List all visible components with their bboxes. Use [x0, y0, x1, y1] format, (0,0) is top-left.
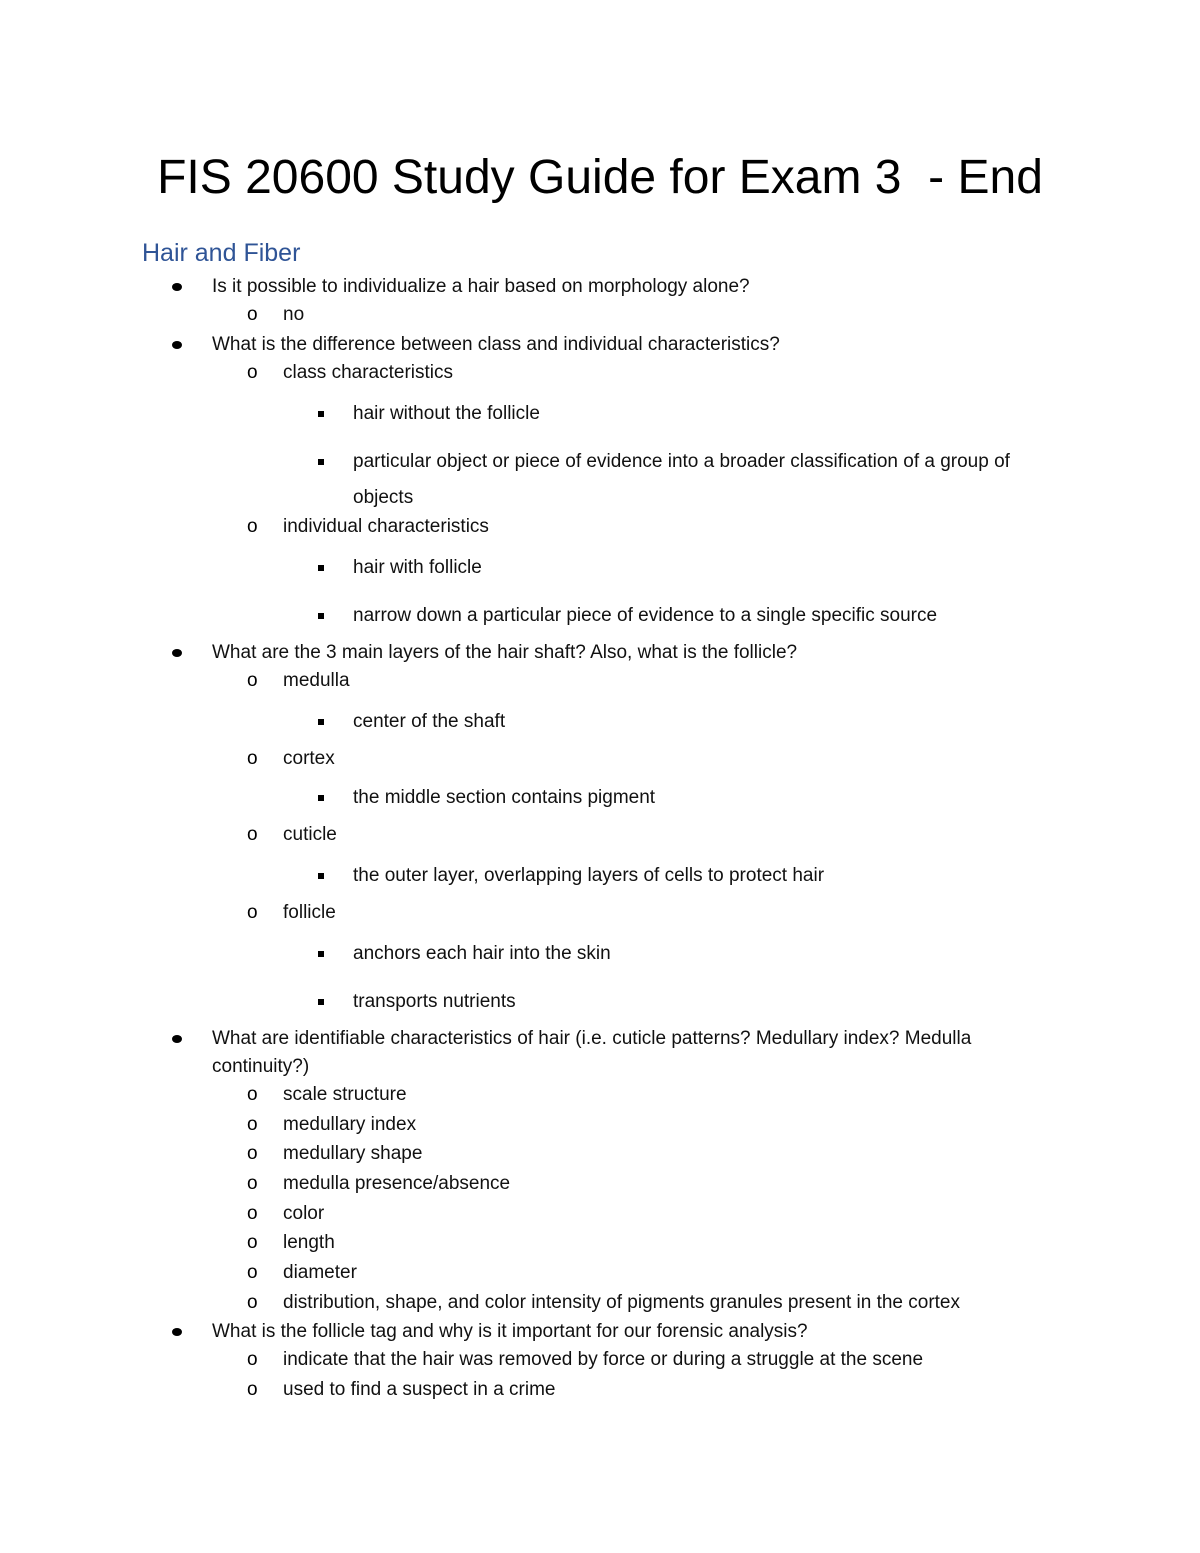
circle-bullet-icon: o	[247, 304, 258, 325]
circle-bullet-icon: o	[247, 748, 258, 769]
square-bullet-icon	[318, 709, 324, 735]
circle-bullet-icon: o	[247, 1262, 258, 1283]
list-item: scale structure	[283, 1084, 407, 1105]
bullet-icon	[172, 640, 182, 666]
list-item: indicate that the hair was removed by force or during a struggle at the scene	[283, 1349, 924, 1370]
square-bullet-icon	[318, 863, 324, 889]
list-item: diameter	[283, 1262, 357, 1283]
square-bullet-icon	[318, 989, 324, 1015]
list-item: cortex	[283, 748, 335, 769]
list-item: individual characteristics	[283, 516, 489, 537]
circle-bullet-icon: o	[247, 670, 258, 691]
circle-bullet-icon: o	[247, 1173, 258, 1194]
list-item: narrow down a particular piece of evidence to a single specific source	[353, 605, 938, 626]
list-item: Is it possible to individualize a hair based on morphology alone?	[212, 276, 750, 297]
list-item: hair without the follicle	[353, 403, 540, 424]
page-title: FIS 20600 Study Guide for Exam 3 - End	[157, 151, 1043, 204]
square-bullet-icon	[318, 603, 324, 629]
list-item: cuticle	[283, 824, 337, 845]
list-item: What are identifiable characteristics of hair (i.e. cuticle patterns? Medullary index? Medulla	[212, 1028, 972, 1049]
list-item: hair with follicle	[353, 557, 482, 578]
list-item: color	[283, 1203, 325, 1224]
circle-bullet-icon: o	[247, 1379, 258, 1400]
list-item: the outer layer, overlapping layers of cells to protect hair	[353, 865, 825, 886]
list-item: What is the difference between class and individual characteristics?	[212, 334, 780, 355]
square-bullet-icon	[318, 941, 324, 967]
list-item: no	[283, 304, 305, 325]
circle-bullet-icon: o	[247, 516, 258, 537]
list-item: particular object or piece of evidence into a broader classification of a group of	[353, 451, 1010, 472]
list-item: What are the 3 main layers of the hair shaft? Also, what is the follicle?	[212, 642, 798, 663]
bullet-icon	[172, 274, 182, 300]
list-item: the middle section contains pigment	[353, 787, 656, 808]
list-item: used to find a suspect in a crime	[283, 1379, 556, 1400]
list-item: anchors each hair into the skin	[353, 943, 611, 964]
circle-bullet-icon: o	[247, 824, 258, 845]
bullet-icon	[172, 1026, 182, 1052]
circle-bullet-icon: o	[247, 1292, 258, 1313]
circle-bullet-icon: o	[247, 1203, 258, 1224]
bullet-icon	[172, 1319, 182, 1345]
circle-bullet-icon: o	[247, 902, 258, 923]
list-item-continuation: objects	[353, 487, 414, 508]
square-bullet-icon	[318, 449, 324, 475]
list-item: class characteristics	[283, 362, 453, 383]
circle-bullet-icon: o	[247, 1084, 258, 1105]
list-item: distribution, shape, and color intensity of pigments granules present in the cortex	[283, 1292, 960, 1313]
list-item: What is the follicle tag and why is it important for our forensic analysis?	[212, 1321, 808, 1342]
circle-bullet-icon: o	[247, 1232, 258, 1253]
list-item: medullary shape	[283, 1143, 423, 1164]
circle-bullet-icon: o	[247, 1114, 258, 1135]
list-item: transports nutrients	[353, 991, 516, 1012]
list-item: center of the shaft	[353, 711, 506, 732]
square-bullet-icon	[318, 555, 324, 581]
list-item: length	[283, 1232, 335, 1253]
circle-bullet-icon: o	[247, 1143, 258, 1164]
square-bullet-icon	[318, 401, 324, 427]
list-item-continuation: continuity?)	[212, 1056, 310, 1077]
list-item: medulla	[283, 670, 350, 691]
list-item: follicle	[283, 902, 336, 923]
bullet-icon	[172, 332, 182, 358]
list-item: medulla presence/absence	[283, 1173, 511, 1194]
square-bullet-icon	[318, 785, 324, 811]
list-item: medullary index	[283, 1114, 417, 1135]
section-heading: Hair and Fiber	[142, 239, 301, 267]
circle-bullet-icon: o	[247, 1349, 258, 1370]
circle-bullet-icon: o	[247, 362, 258, 383]
